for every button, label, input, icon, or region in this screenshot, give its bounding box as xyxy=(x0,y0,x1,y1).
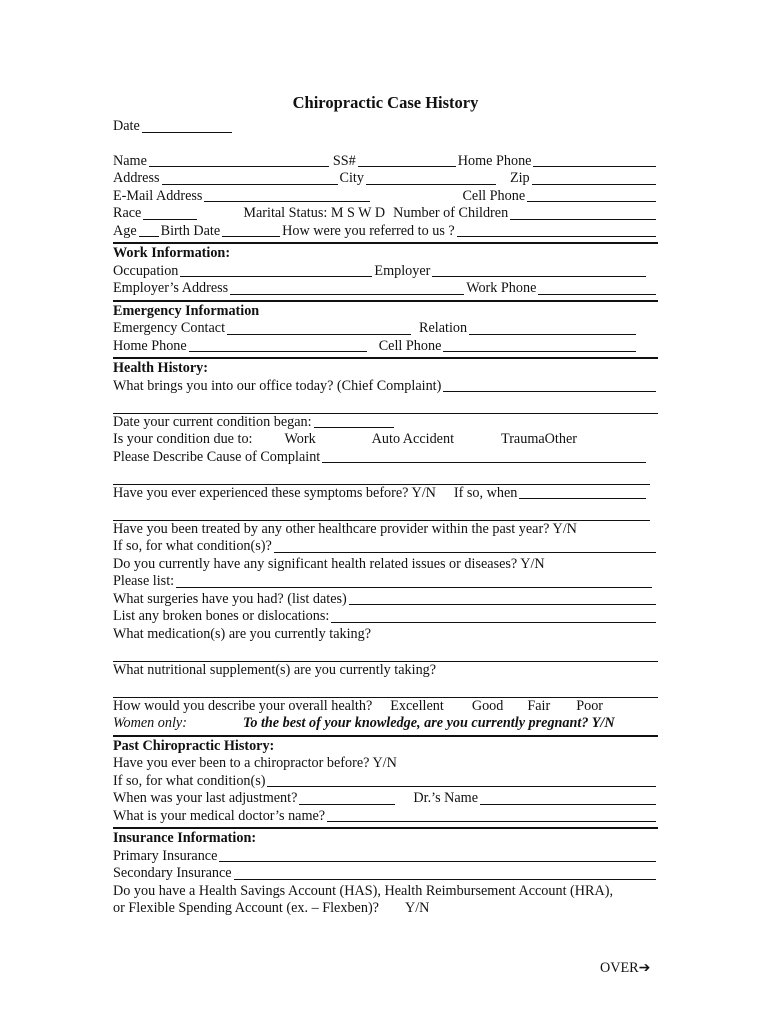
email-field[interactable] xyxy=(204,188,370,202)
ss-field[interactable] xyxy=(358,153,456,167)
email-label: E-Mail Address xyxy=(113,187,203,204)
broken-bones-label: List any broken bones or dislocations: xyxy=(113,608,330,624)
race-field[interactable] xyxy=(143,206,197,220)
ifso-when-field[interactable] xyxy=(519,485,646,499)
treated-row xyxy=(113,521,658,539)
describe-cause-field[interactable] xyxy=(322,449,646,463)
chiro-condition-row xyxy=(113,773,658,791)
supplements-line[interactable] xyxy=(113,679,658,698)
work-heading: Work Information: xyxy=(113,245,231,261)
last-adjustment-row xyxy=(113,790,658,808)
please-list-row xyxy=(113,573,658,591)
age-row xyxy=(113,223,658,241)
hsa-row-1 xyxy=(113,883,658,901)
option-trauma[interactable]: Trauma xyxy=(501,431,545,447)
zip-label: Zip xyxy=(509,170,530,186)
primary-insurance-field[interactable] xyxy=(219,848,656,862)
emergency-heading: Emergency Information xyxy=(113,302,260,319)
emergency-cell-phone-label: Cell Phone xyxy=(378,337,442,354)
referred-field[interactable] xyxy=(457,223,656,237)
employer-field[interactable] xyxy=(432,263,646,277)
emergency-section xyxy=(113,300,658,356)
condition-began-row xyxy=(113,414,658,432)
dr-name-label: Dr.’s Name xyxy=(413,790,479,806)
describe-cause-line-2[interactable] xyxy=(113,466,650,485)
age-label: Age xyxy=(113,222,137,239)
relation-field[interactable] xyxy=(469,321,636,335)
date-label: Date xyxy=(113,118,140,134)
address-label: Address xyxy=(113,170,160,186)
medications-row xyxy=(113,626,658,644)
chief-complaint-label: What brings you into our office today? (Chief Complaint) xyxy=(113,377,442,394)
date-row xyxy=(113,118,658,136)
treated-condition-row xyxy=(113,538,658,556)
ifso-when-label: If so, when xyxy=(453,484,518,501)
treated-condition-field[interactable] xyxy=(274,539,656,553)
insurance-section xyxy=(113,827,658,918)
dr-name-field[interactable] xyxy=(480,791,656,805)
option-work[interactable]: Work xyxy=(284,431,316,447)
supplements-label: What nutritional supplement(s) are you currently taking? xyxy=(113,661,437,678)
emergency-home-phone-label: Home Phone xyxy=(113,337,187,354)
option-good[interactable]: Good xyxy=(471,697,504,714)
chiro-condition-label: If so, for what condition(s) xyxy=(113,772,266,789)
name-label: Name xyxy=(113,152,147,169)
secondary-insurance-row xyxy=(113,865,658,883)
medications-label: What medication(s) are you currently taking? xyxy=(113,625,372,642)
overall-health-label: How would you describe your overall health? xyxy=(113,697,373,714)
medical-doctor-row xyxy=(113,808,658,826)
employer-address-row xyxy=(113,280,658,298)
address-row xyxy=(113,170,658,188)
occupation-label: Occupation xyxy=(113,262,179,279)
treated-condition-label: If so, for what condition(s)? xyxy=(113,538,272,554)
referred-label: How were you referred to us ? xyxy=(282,222,455,239)
treated-label: Have you been treated by any other healthcare provider within the past year? Y/N xyxy=(113,520,577,537)
option-excellent[interactable]: Excellent xyxy=(390,697,444,714)
significant-issues-row xyxy=(113,556,658,574)
health-heading: Health History: xyxy=(113,360,208,376)
zip-field[interactable] xyxy=(532,171,656,185)
case-history-form xyxy=(113,92,658,918)
over-indicator: OVER➔ xyxy=(600,960,651,976)
city-field[interactable] xyxy=(366,171,496,185)
secondary-insurance-field[interactable] xyxy=(234,866,656,880)
employer-address-label: Employer’s Address xyxy=(113,280,229,296)
hsa-question-line-2: or Flexible Spending Account (ex. – Flexben)? xyxy=(113,900,379,916)
secondary-insurance-label: Secondary Insurance xyxy=(113,865,232,881)
address-field[interactable] xyxy=(162,171,338,185)
option-poor[interactable]: Poor xyxy=(576,697,604,714)
chiro-before-row xyxy=(113,755,658,773)
chief-complaint-row xyxy=(113,378,658,396)
emergency-contact-label: Emergency Contact xyxy=(113,320,226,336)
work-phone-label: Work Phone xyxy=(466,280,537,296)
overall-health-row xyxy=(113,698,658,716)
option-other[interactable]: Other xyxy=(544,431,577,447)
emergency-phone-row xyxy=(113,338,658,356)
insurance-heading: Insurance Information: xyxy=(113,830,257,846)
last-adjustment-field[interactable] xyxy=(299,791,395,805)
symptoms-before-line-2[interactable] xyxy=(113,502,650,521)
home-phone-label: Home Phone xyxy=(457,152,532,169)
condition-due-row xyxy=(113,431,658,449)
please-list-field[interactable] xyxy=(176,574,652,588)
option-fair[interactable]: Fair xyxy=(527,697,551,714)
surgeries-label: What surgeries have you had? (list dates) xyxy=(113,590,347,607)
medications-line[interactable] xyxy=(113,643,658,662)
cell-phone-field[interactable] xyxy=(527,188,656,202)
pregnant-question[interactable]: To the best of your knowledge, are you currently pregnant? Y/N xyxy=(242,715,615,731)
children-label: Number of Children xyxy=(393,205,509,221)
occupation-field[interactable] xyxy=(180,263,372,277)
primary-insurance-row xyxy=(113,848,658,866)
chief-complaint-line-2[interactable] xyxy=(113,395,658,414)
chiro-condition-field[interactable] xyxy=(267,773,656,787)
children-field[interactable] xyxy=(510,206,656,220)
condition-due-label: Is your condition due to: xyxy=(113,431,253,447)
women-only-label: Women only: xyxy=(113,715,187,731)
emergency-home-phone-field[interactable] xyxy=(189,338,367,352)
relation-label: Relation xyxy=(419,320,468,336)
page-title: Chiropractic Case History xyxy=(292,93,479,112)
ss-label: SS# xyxy=(332,152,356,169)
employer-address-field[interactable] xyxy=(230,281,464,295)
work-phone-field[interactable] xyxy=(538,281,656,295)
surgeries-row xyxy=(113,591,658,609)
name-field[interactable] xyxy=(149,153,329,167)
symptoms-before-label: Have you ever experienced these symptoms before? Y/N xyxy=(113,484,436,501)
health-section xyxy=(113,357,658,733)
women-only-row xyxy=(113,715,658,733)
primary-insurance-label: Primary Insurance xyxy=(113,847,218,864)
date-field[interactable] xyxy=(142,119,232,133)
broken-bones-field[interactable] xyxy=(331,609,656,623)
hsa-row-2 xyxy=(113,900,658,918)
describe-cause-label: Please Describe Cause of Complaint xyxy=(113,448,321,465)
chiro-before-label: Have you ever been to a chiropractor before? Y/N xyxy=(113,755,397,771)
work-section xyxy=(113,242,658,298)
race-row xyxy=(113,205,658,223)
email-row xyxy=(113,188,658,206)
emergency-contact-field[interactable] xyxy=(227,321,411,335)
birth-date-field[interactable] xyxy=(222,223,280,237)
option-auto-accident[interactable]: Auto Accident xyxy=(371,431,455,447)
last-adjustment-label: When was your last adjustment? xyxy=(113,790,298,806)
medical-doctor-field[interactable] xyxy=(327,808,656,822)
cell-phone-label: Cell Phone xyxy=(462,187,526,204)
condition-began-label: Date your current condition began: xyxy=(113,413,312,430)
name-row xyxy=(113,153,658,171)
hsa-yes-no[interactable]: Y/N xyxy=(404,900,430,916)
city-label: City xyxy=(339,170,364,186)
chiropractic-heading: Past Chiropractic History: xyxy=(113,737,275,754)
employer-label: Employer xyxy=(374,262,431,279)
condition-began-field[interactable] xyxy=(314,414,394,428)
supplements-row xyxy=(113,662,658,680)
emergency-cell-phone-field[interactable] xyxy=(443,338,636,352)
age-field[interactable] xyxy=(139,223,159,237)
birth-date-label: Birth Date xyxy=(160,222,221,239)
please-list-label: Please list: xyxy=(113,573,175,589)
medical-doctor-label: What is your medical doctor’s name? xyxy=(113,807,326,824)
emergency-contact-row xyxy=(113,320,658,338)
broken-bones-row xyxy=(113,608,658,626)
occupation-row xyxy=(113,263,658,281)
home-phone-field[interactable] xyxy=(533,153,656,167)
significant-issues-label: Do you currently have any significant health related issues or diseases? Y/N xyxy=(113,555,545,572)
marital-status[interactable]: Marital Status: M S W D xyxy=(243,205,386,221)
symptoms-before-row xyxy=(113,485,658,503)
hsa-question-line-1: Do you have a Health Savings Account (HAS), Health Reimbursement Account (HRA), xyxy=(113,882,614,899)
surgeries-field[interactable] xyxy=(349,591,656,605)
describe-cause-row xyxy=(113,449,658,467)
chief-complaint-field[interactable] xyxy=(443,378,656,392)
race-label: Race xyxy=(113,205,142,221)
chiropractic-section xyxy=(113,735,658,826)
